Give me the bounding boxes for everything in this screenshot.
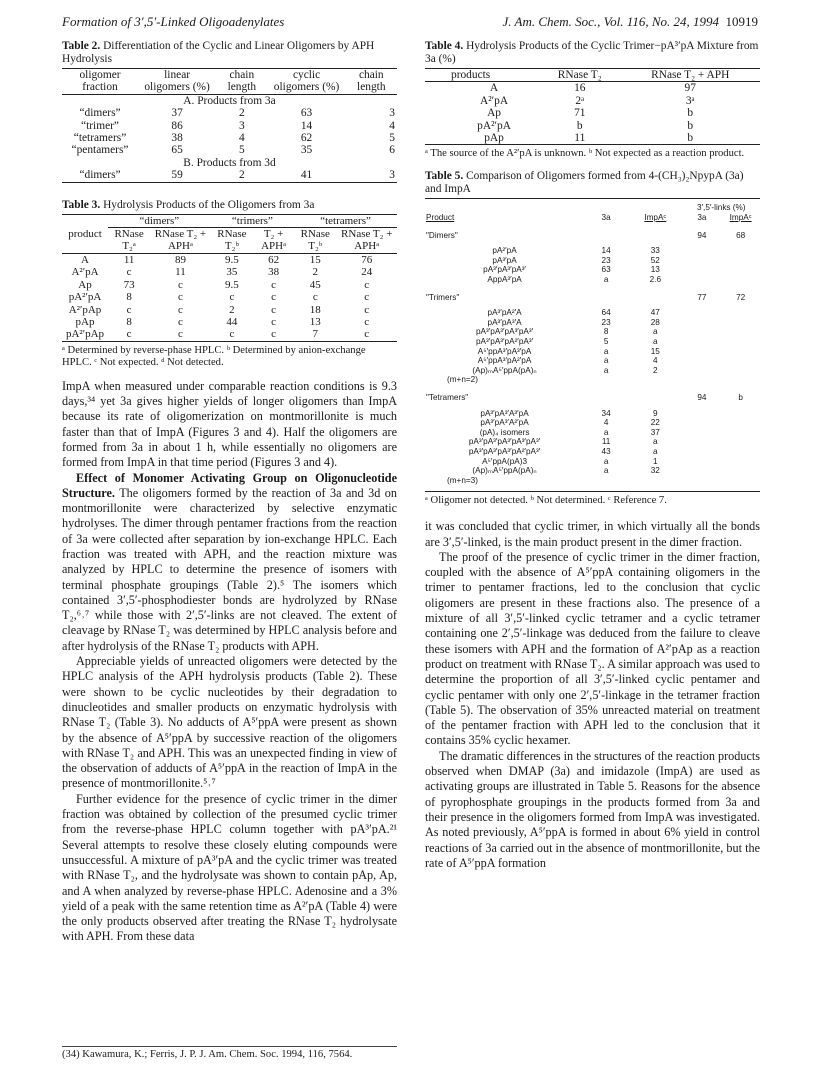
table4-row-cell: 16 bbox=[574, 82, 586, 95]
table5-spacer bbox=[628, 285, 682, 303]
table5-header: 3a bbox=[601, 213, 611, 223]
table3-row-cell: c bbox=[126, 266, 132, 279]
table2-header: chain length bbox=[227, 69, 257, 94]
table5-row bbox=[425, 337, 760, 347]
table5-row-cell: 28 bbox=[650, 317, 660, 327]
table3-row-cell: 13 bbox=[309, 315, 321, 328]
table5-links-value: 77 bbox=[697, 292, 707, 302]
table2-row bbox=[62, 107, 397, 119]
table2-row-cell: “dimers” bbox=[79, 169, 121, 182]
table2-row-cell: “pentamers” bbox=[71, 144, 129, 157]
table5-row-cell: a bbox=[653, 336, 658, 346]
table5-row-cell: pA³′pA³′pA³′pA²′pA³′ bbox=[468, 446, 541, 456]
table3-row-cell: A²′pA bbox=[71, 266, 99, 279]
table5-spacer bbox=[584, 285, 628, 303]
table4-row-cell: A bbox=[489, 82, 499, 95]
table5-note-row bbox=[425, 375, 760, 385]
table4-row-cell: 11 bbox=[574, 132, 586, 145]
table3-group: “dimers” bbox=[108, 214, 211, 227]
table3-row-cell: c bbox=[178, 315, 183, 328]
table5-row-cell: 52 bbox=[650, 255, 660, 265]
table5-row-cell: pA³′pA³′A³′pA bbox=[480, 408, 529, 418]
table3-row-cell: 89 bbox=[174, 253, 186, 266]
table4-row bbox=[425, 95, 760, 107]
table5-row-cell: 8 bbox=[603, 327, 609, 337]
table5-spacer bbox=[628, 223, 682, 241]
table3-row bbox=[62, 266, 397, 278]
table5-row-cell: 37 bbox=[650, 427, 660, 437]
table3-row bbox=[62, 279, 397, 291]
table2-row bbox=[62, 120, 397, 132]
table2-header-row bbox=[62, 69, 397, 95]
table3-row-cell: A bbox=[81, 253, 89, 266]
left-column bbox=[62, 40, 397, 945]
table3-row-cell: 2 bbox=[229, 303, 235, 316]
table5-row-cell: 33 bbox=[650, 246, 660, 256]
table2-caption bbox=[62, 40, 397, 66]
right-paragraph-2: The proof of the presence of cyclic trimer in the dimer fraction, coupled with the absence of A⁵′ppA containing oligomers in the trimer to pentamer fractions, led to the conclusion that cyclic oligomers are present in these fractions also. The presence of a mixture of all 3′,5′-linked cyclic tetramer and a cyclic tetramer containing one 2′,5′-linkage was deduced from the failure to cleave these isomers with APH and the formation of A²′pAp as a reaction product on treatment with RNase T₂. A similar approach was used to determine the proportion of all 3′,5′-linked cyclic pentamer and cyclic pentamer with only one 2′,5′-linkage in the tetramer fraction (Table 5). The observation of 35% unreacted material on treatment of the pentamer fraction with APH led to the conclusion that it contains 35% cyclic hexamer. bbox=[425, 549, 760, 748]
table5-row bbox=[425, 409, 760, 419]
table5-row bbox=[425, 437, 760, 447]
table4-row-cell: pAp bbox=[484, 132, 504, 145]
table2-row-cell: 63 bbox=[300, 107, 313, 120]
table2-row-cell: 38 bbox=[171, 132, 183, 145]
table5-links-row bbox=[425, 203, 760, 213]
table3-row-cell: 9.5 bbox=[225, 253, 239, 266]
table3-caption-text: Hydrolysis Products of the Oligomers from 3a bbox=[103, 198, 315, 211]
table5-row-cell: 9 bbox=[653, 408, 658, 418]
table3-row-cell: 45 bbox=[309, 278, 321, 291]
table3-row-cell: 8 bbox=[126, 315, 132, 328]
table3-subheader-row bbox=[62, 228, 397, 254]
table3-row-cell: 76 bbox=[361, 253, 373, 266]
table5-links-value: 94 bbox=[697, 392, 707, 402]
table3-row bbox=[62, 253, 397, 266]
table3-row-cell: 11 bbox=[123, 253, 135, 266]
table5-label: Table 5. bbox=[425, 170, 464, 183]
header-article-title: Formation of 3′,5′-Linked Oligoadenylates bbox=[62, 14, 285, 29]
table5-row bbox=[425, 457, 760, 467]
table3-row-cell: 8 bbox=[126, 291, 132, 304]
table5-row bbox=[425, 366, 760, 376]
table3-group: “tetramers” bbox=[294, 214, 397, 227]
table5-row-cell: 63 bbox=[601, 265, 611, 275]
table4-header: products bbox=[451, 69, 491, 81]
table3-subheader: RNase T₂ᵇ bbox=[300, 228, 330, 253]
table5-row-cell: 5 bbox=[603, 336, 609, 346]
table4-row-cell: b bbox=[687, 107, 694, 120]
table5-row-cell: A⁵′ppA³′pA³′pA bbox=[477, 346, 532, 356]
table2-label: Table 2. bbox=[62, 40, 101, 52]
table2-header: cyclic oligomers (%) bbox=[273, 69, 340, 94]
table5-row-cell: pA³′pA³′A bbox=[487, 317, 522, 327]
table3-row-cell: c bbox=[126, 328, 132, 341]
table3-row-cell: c bbox=[271, 303, 277, 316]
table2-row-cell: 6 bbox=[389, 144, 395, 157]
table4 bbox=[425, 68, 760, 145]
table5-row-cell: 1 bbox=[653, 456, 658, 466]
table5-links-header: 3′,5′-links (%) bbox=[696, 203, 746, 213]
table2-row-cell: 41 bbox=[300, 169, 313, 182]
table5-mn-note: (m+n=2) bbox=[447, 375, 478, 385]
table5-group-label: "Trimers" bbox=[426, 292, 460, 302]
table2-row-cell: 5 bbox=[238, 144, 245, 157]
table3-row-cell: c bbox=[364, 303, 370, 316]
table3-row-cell: 9.5 bbox=[225, 278, 239, 291]
table3-row bbox=[62, 328, 397, 341]
table3-subheader: product bbox=[68, 227, 102, 240]
table5-row-cell: 2.6 bbox=[649, 275, 661, 284]
table3-row-cell: c bbox=[229, 291, 235, 304]
table3-row-cell: 73 bbox=[123, 278, 135, 291]
table5-row-cell: a bbox=[653, 446, 658, 456]
table4-row-cell: 71 bbox=[574, 107, 586, 120]
table5-row-cell: 11 bbox=[601, 437, 611, 447]
table3-subheader: RNase T₂ + APHᵃ bbox=[154, 228, 207, 253]
table2-row-cell: 5 bbox=[389, 132, 395, 145]
table5-row bbox=[425, 466, 760, 476]
table5-row-cell: 4 bbox=[603, 418, 609, 428]
table3-group: “trimers” bbox=[211, 214, 294, 227]
table5-row bbox=[425, 246, 760, 256]
table2-section-a-row bbox=[62, 94, 397, 107]
table5-row bbox=[425, 275, 760, 285]
table5-mn-note: (m+n=3) bbox=[447, 475, 478, 485]
table4-header-row bbox=[425, 69, 760, 82]
table5-header: ImpAᶜ bbox=[644, 213, 667, 223]
footnote-ref-34: (34) Kawamura, K.; Ferris, J. P. J. Am. Chem. Soc. 1994, 116, 7564. bbox=[62, 1046, 397, 1060]
table5-row bbox=[425, 347, 760, 357]
table2-section-a: A. Products from 3a bbox=[183, 94, 276, 107]
left-paragraph-4: Further evidence for the presence of cyclic trimer in the dimer fraction was obtained by collection of the presumed cyclic trimer from the reverse-phase HPLC column together with pA³′pA.²¹ Several attempts to resolve these closely eluting compounds were unsuccessful. A mixture of pA³′pA and the cyclic trimer was treated with RNase T₂, and the hydrolysate was shown to contain pAp, Ap, and A when analyzed by reverse-phase HPLC. Adenosine and a 3% yield of a peak with the same retention time as A²′pA (Table 4) were the only products observed after treating the RNase T₂ hydrolysate with APH. From these data bbox=[62, 791, 397, 944]
table3-row-cell: c bbox=[364, 291, 370, 304]
table3-row bbox=[62, 304, 397, 316]
table2-row-cell: 35 bbox=[300, 144, 313, 157]
table2-section-b: B. Products from 3d bbox=[183, 156, 276, 169]
table4-header: RNase T₂ + APH bbox=[651, 69, 730, 81]
table5 bbox=[425, 203, 760, 485]
table5-row-cell: (Ap)ₘA⁵′ppA(pA)ₙ bbox=[472, 365, 537, 375]
table2-row bbox=[62, 169, 397, 182]
table2-row-cell: 2 bbox=[238, 169, 245, 182]
table2-row-cell: “dimers” bbox=[79, 107, 121, 120]
table3-label: Table 3. bbox=[62, 198, 101, 211]
table3-row-cell: c bbox=[178, 291, 183, 304]
table5-note-row bbox=[425, 476, 760, 486]
table4-row-cell: Ap bbox=[487, 107, 501, 120]
table2-row-cell: 3 bbox=[238, 119, 245, 132]
table5-group-label: "Tetramers" bbox=[426, 392, 469, 402]
table5-row-cell: 32 bbox=[650, 466, 660, 476]
table2-header: linear oligomers (%) bbox=[144, 69, 210, 94]
table2 bbox=[62, 68, 397, 183]
table5-row-cell: 2 bbox=[653, 365, 658, 375]
header-journal-name: J. Am. Chem. Soc., Vol. 116, No. 24, 1994 bbox=[502, 14, 719, 29]
table2-row bbox=[62, 132, 397, 144]
table3-subheader: RNase T₂ᵇ bbox=[217, 228, 247, 253]
table4-row-cell: 3ᵃ bbox=[685, 94, 695, 107]
table5-row bbox=[425, 447, 760, 457]
table3-row-cell: 18 bbox=[309, 303, 321, 316]
table5-caption-text: Comparison of Oligomers formed from 4-(CH₃)₂NpypA (3a) and ImpA bbox=[425, 170, 744, 196]
table3-subheader: T₂ + APHᵃ bbox=[261, 228, 287, 253]
table5-row-cell: pA³′pA³′pA²′pA³′ bbox=[476, 336, 534, 346]
table4-row-cell: 2ᵃ bbox=[575, 94, 585, 107]
table4-row-cell: pA²′pA bbox=[477, 119, 511, 132]
table5-group-row bbox=[425, 285, 760, 303]
table5-spacer bbox=[584, 223, 628, 241]
table3-row-cell: 38 bbox=[268, 266, 280, 279]
table5-row-cell: 64 bbox=[601, 308, 611, 318]
table3-row-cell: 44 bbox=[226, 315, 238, 328]
table5-group-label: "Dimers" bbox=[426, 230, 458, 240]
left-paragraph-3: Appreciable yields of unreacted oligomers were detected by the HPLC analysis of the APH hydrolysis products (Table 2). These were shown to be cyclic nucleotides by their degradation to dinucleotides and smaller products on enzymatic hydrolysis with RNase T₂ (Table 3). No adducts of A⁵′ppA were present as shown by the absence of A⁵′ppA by successive reaction of the oligomers with RNase T₂ and APH. This was an unexpected finding in view of the observation of adducts of A⁵′ppA in the reaction of ImpA in the presence of montmorillonite.⁵˒⁷ bbox=[62, 654, 397, 791]
table2-row-cell: 62 bbox=[300, 132, 313, 145]
table3-row-cell: pA²′pAp bbox=[65, 328, 105, 341]
table5-row-cell: (pA)₄ isomers bbox=[479, 427, 530, 437]
table5-row-cell: pA³′pA³′A²′pA bbox=[480, 418, 529, 428]
table5-row bbox=[425, 356, 760, 366]
table4-row bbox=[425, 120, 760, 132]
table5-row-cell: pA³′pA bbox=[492, 255, 517, 265]
table3-row-cell: c bbox=[271, 278, 277, 291]
table3-row-cell: c bbox=[178, 278, 183, 291]
running-header bbox=[62, 14, 758, 34]
table5-footnote: ᵃ Oligomer not detected. ᵇ Not determined. ᶜ Reference 7. bbox=[425, 495, 667, 507]
table5-row bbox=[425, 256, 760, 266]
table3 bbox=[62, 214, 397, 342]
table5-row-cell: a bbox=[603, 346, 609, 356]
left-paragraph-1: ImpA when measured under comparable reaction conditions is 9.3 days,³⁴ yet 3a gives higher yields of longer oligomers than ImpA because its rate of oligomerization on montmorillonite is much faster than that of ImpA (Figures 3 and 4). Half the oligomers are formed from 3a in about 1 h, while essentially no oligomers are formed from ImpA in that time period (Figures 3 and 4). bbox=[62, 378, 397, 470]
table3-row-cell: c bbox=[364, 328, 370, 341]
table4-header: RNase T₂ bbox=[557, 69, 602, 81]
table5-row bbox=[425, 418, 760, 428]
left-paragraph-2-text: The oligomers formed by the reaction of 3a and 3d on montmorillonite were characterized by selective enzymatic hydrolyses. The dimer through pentamer fractions from the reaction of 3a were collected after separation by ion-exchange HPLC. Each fraction was treated with APH, and the reaction mixture was analyzed by HPLC to determine the presence of isomers with terminal phosphate groupings (Table 2).⁵ The isomers which contained 3′,5′-phosphodiester bonds are hydrolyzed by RNase T₂,⁶˒⁷ while those with 2′,5′-links are not cleaved. The extent of cleavage by RNase T₂ was determined by HPLC analysis before and after hydrolysis of the RNase T₂ products with APH. bbox=[62, 485, 397, 653]
table5-header: ImpAᶜ bbox=[729, 213, 752, 223]
table5-row-cell: A⁵′ppA(pA)3 bbox=[482, 456, 528, 466]
table3-row-cell: c bbox=[271, 328, 277, 341]
table5-row-cell: a bbox=[603, 466, 609, 476]
right-column bbox=[425, 40, 760, 871]
table3-row-cell: A²′pAp bbox=[68, 303, 102, 316]
table2-row-cell: 2 bbox=[238, 107, 245, 120]
table2-header: chain length bbox=[357, 69, 386, 94]
table4-row-cell: b bbox=[576, 119, 583, 132]
table2-section-b-row bbox=[62, 157, 397, 169]
table3-row-cell: c bbox=[271, 291, 277, 304]
table3-row-cell: c bbox=[364, 315, 370, 328]
table5-row bbox=[425, 318, 760, 328]
table3-row-cell: Ap bbox=[78, 278, 92, 291]
table3-group-row bbox=[62, 214, 397, 227]
table2-row-cell: 37 bbox=[171, 107, 183, 120]
table5-row-cell: 13 bbox=[650, 265, 660, 275]
table2-row-cell: 65 bbox=[171, 144, 183, 157]
table4-row-cell: b bbox=[687, 132, 694, 145]
table5-row-cell: a bbox=[653, 437, 658, 447]
table5-caption bbox=[425, 170, 760, 196]
table5-row-cell: 15 bbox=[650, 346, 660, 356]
table3-row-cell: 7 bbox=[312, 328, 319, 341]
table2-row-cell: 4 bbox=[238, 132, 245, 145]
table5-row-cell: pA³′pA³′pA³′ bbox=[483, 265, 526, 275]
table3-subheader: RNase T₂ + APHᵃ bbox=[341, 228, 393, 253]
table3-row-cell: c bbox=[178, 303, 183, 316]
table5-header-row bbox=[425, 213, 760, 223]
table5-row-cell: a bbox=[653, 327, 658, 337]
table4-row-cell: A²′pA bbox=[480, 94, 509, 107]
table5-row-cell: a bbox=[603, 427, 609, 437]
table5-row-cell: a bbox=[603, 365, 609, 375]
left-paragraph-2 bbox=[62, 471, 397, 655]
table3-row-cell: c bbox=[271, 315, 277, 328]
table3-row-cell: c bbox=[229, 328, 235, 341]
table2-row-cell: 86 bbox=[171, 119, 183, 132]
table2-header: oligomer fraction bbox=[79, 69, 121, 94]
table2-caption-text: Differentiation of the Cyclic and Linear Oligomers by APH Hydrolysis bbox=[62, 40, 375, 65]
table4-row-cell: 97 bbox=[684, 82, 696, 95]
table5-spacer bbox=[628, 385, 682, 403]
table5-row-cell: pA³′pA³′pA³′pA³′pA³′ bbox=[468, 437, 541, 447]
table5-row-cell: a bbox=[603, 356, 609, 366]
table5-row-cell: 23 bbox=[601, 255, 611, 265]
table3-row-cell: pAp bbox=[75, 315, 95, 328]
table3-row-cell: 24 bbox=[361, 266, 373, 279]
table3-row-cell: c bbox=[126, 303, 132, 316]
table4-row-cell: b bbox=[687, 119, 694, 132]
table4-row bbox=[425, 107, 760, 119]
header-journal bbox=[502, 14, 758, 30]
table4-caption-text: Hydrolysis Products of the Cyclic Trimer−pA³′pA Mixture from 3a (%) bbox=[425, 40, 759, 65]
table3-row-cell: 62 bbox=[268, 253, 280, 266]
table5-row-cell: 34 bbox=[601, 408, 611, 418]
table5-links-value: 94 bbox=[697, 230, 707, 240]
table2-row bbox=[62, 144, 397, 156]
table3-row-cell: 11 bbox=[175, 266, 186, 279]
table5-links-value: b bbox=[738, 392, 743, 402]
table2-row-cell: 3 bbox=[389, 107, 395, 120]
table5-row-cell: pA³′pA²′A bbox=[487, 308, 522, 318]
table5-row-cell: 14 bbox=[601, 246, 611, 256]
table4-row bbox=[425, 132, 760, 145]
table3-row-cell: c bbox=[364, 278, 370, 291]
table3-row bbox=[62, 291, 397, 303]
table3-row-cell: c bbox=[178, 328, 183, 341]
table3-subheader: RNase T₂ᵃ bbox=[114, 228, 144, 253]
table5-row-cell: (Ap)ₘA⁵′ppA(pA)ₙ bbox=[472, 466, 537, 476]
table5-row bbox=[425, 327, 760, 337]
table5-row-cell: A⁵′ppA³′pA²′pA bbox=[477, 356, 532, 366]
table2-row-cell: 14 bbox=[300, 119, 313, 132]
table5-row-cell: a bbox=[603, 275, 609, 284]
table3-caption bbox=[62, 199, 397, 212]
table5-row-cell: AppA³′pA bbox=[487, 275, 522, 284]
table4-label: Table 4. bbox=[425, 40, 464, 52]
section-heading: Effect of Monomer Activating Group on Oligonucleotide Structure. bbox=[62, 470, 397, 500]
table5-links-value: 68 bbox=[736, 230, 746, 240]
table5-row bbox=[425, 428, 760, 438]
right-paragraph-3: The dramatic differences in the structures of the reaction products observed when DMAP (3a) and imidazole (ImpA) are used as activating groups are illustrated in Table 5. Reasons for the absence of pyrophosphate groupings in the products formed from 3a and their presence in the oligomers formed from ImpA was investigated. As noted previously, A⁵′ppA is formed in about 6% yield in control reactions of 3a carried out in the absence of montmorillonite, but the rate of A⁵′ppA formation bbox=[425, 748, 760, 870]
header-page-number: 10919 bbox=[725, 14, 758, 29]
table5-row-cell: pA³′pA³′pA³′pA³′ bbox=[476, 327, 534, 337]
table3-row-cell: c bbox=[312, 291, 318, 304]
table2-row-cell: “tetramers” bbox=[73, 132, 127, 145]
table5-box bbox=[425, 198, 760, 492]
table5-row-cell: 22 bbox=[650, 418, 660, 428]
table2-row-cell: 59 bbox=[171, 169, 183, 182]
table4-row bbox=[425, 82, 760, 95]
table5-row-cell: 23 bbox=[601, 317, 611, 327]
table4-caption bbox=[425, 40, 760, 66]
table3-row-cell: 2 bbox=[312, 266, 319, 279]
right-paragraph-1: it was concluded that cyclic trimer, in which virtually all the bonds are 3′,5′-linked, is the main product present in the dimer fraction. bbox=[425, 519, 760, 549]
table5-row bbox=[425, 308, 760, 318]
table5-links-value: 72 bbox=[736, 292, 746, 302]
table5-row-cell: 43 bbox=[601, 446, 611, 456]
table3-footnote: ᵃ Determined by reverse-phase HPLC. ᵇ Determined by anion-exchange HPLC. ᶜ Not expected. ᵈ Not detected. bbox=[62, 344, 366, 368]
table5-group-row bbox=[425, 223, 760, 241]
table3-row-cell: 15 bbox=[309, 253, 321, 266]
table5-row-cell: 47 bbox=[650, 308, 660, 318]
table3-row-cell: 35 bbox=[226, 266, 238, 279]
table5-header: 3a bbox=[697, 213, 707, 223]
table3-row bbox=[62, 316, 397, 328]
table5-header: Product bbox=[426, 213, 455, 223]
table5-spacer bbox=[584, 385, 628, 403]
table5-row-cell: 4 bbox=[653, 356, 658, 366]
table5-row bbox=[425, 265, 760, 275]
table2-row-cell: “trimer” bbox=[81, 119, 119, 132]
table2-row-cell: 4 bbox=[389, 119, 395, 132]
table5-row-cell: a bbox=[603, 456, 609, 466]
table5-row-cell: pA²′pA bbox=[492, 246, 517, 256]
table5-group-row bbox=[425, 385, 760, 403]
table3-row-cell: pA²′pA bbox=[68, 291, 102, 304]
table2-row-cell: 3 bbox=[389, 169, 395, 182]
table4-footnote: ᵃ The source of the A²′pA is unknown. ᵇ Not expected as a reaction product. bbox=[425, 148, 745, 160]
